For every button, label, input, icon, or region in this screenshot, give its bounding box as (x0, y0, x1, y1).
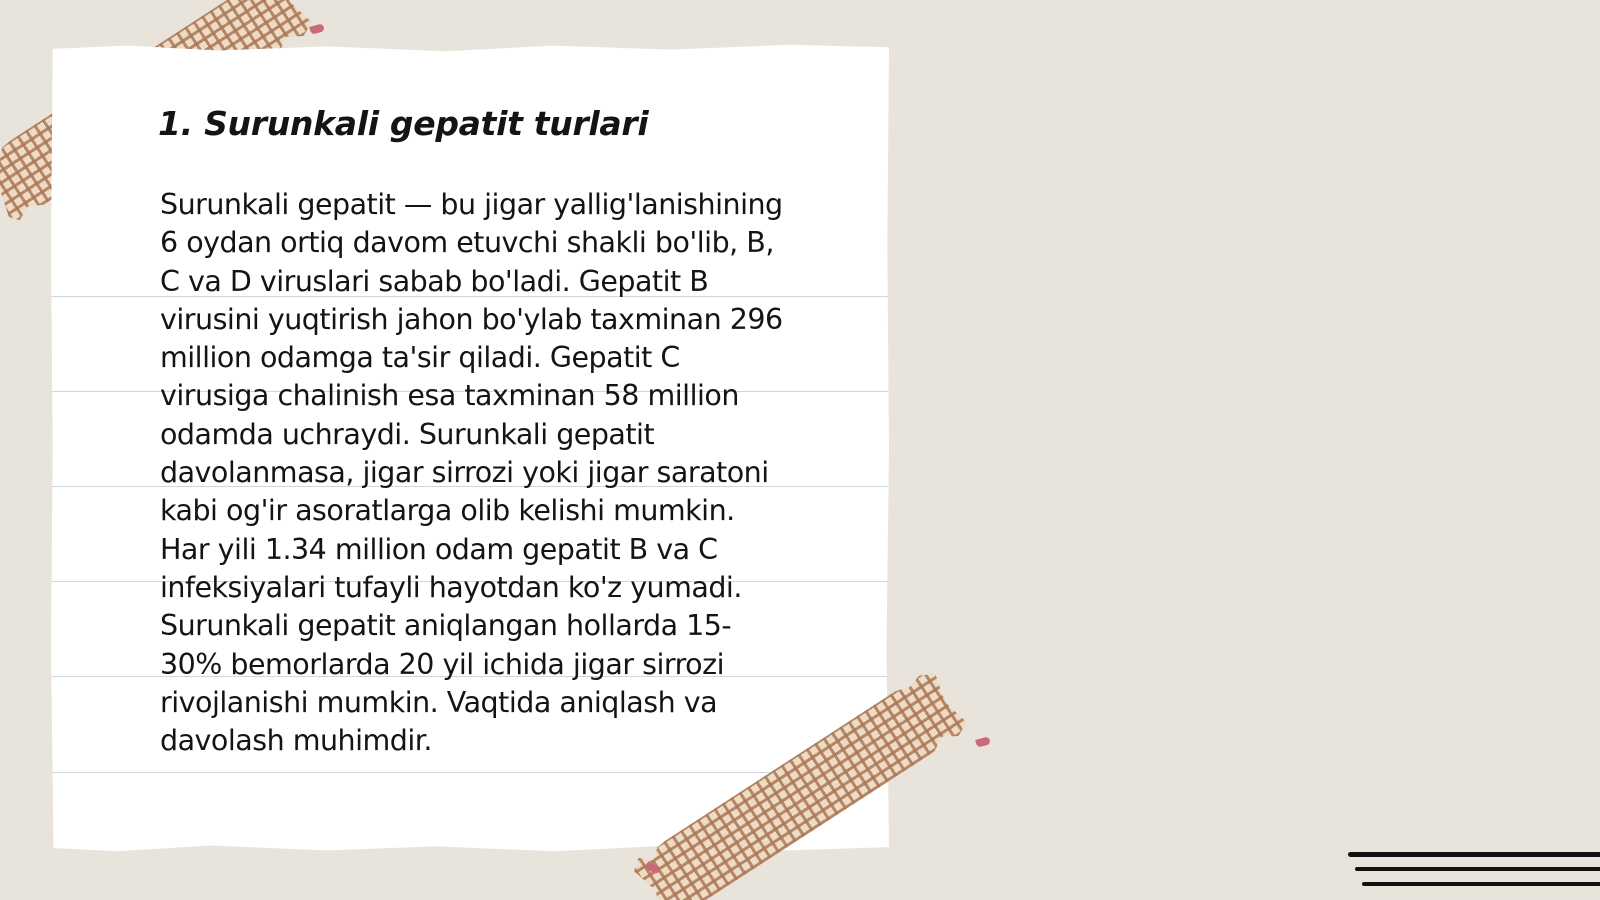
body-line: virusiga chalinish esa taxminan 58 million (160, 379, 739, 413)
body-paragraph (160, 186, 850, 760)
pin-decoration (309, 23, 325, 34)
body-line: odamda uchraydi. Surunkali gepatit (160, 417, 655, 451)
body-line: davolanmasa, jigar sirrozi yoki jigar saratoni (160, 456, 769, 490)
body-line: million odamga ta'sir qiladi. Gepatit C (160, 341, 680, 375)
body-line: Surunkali gepatit aniqlangan hollarda 15- (160, 609, 732, 643)
body-line: rivojlanishi mumkin. Vaqtida aniqlash va (160, 685, 718, 719)
body-line: C va D viruslari sabab bo'ladi. Gepatit B (160, 264, 709, 298)
slide-title: 1. Surunkali gepatit turlari (158, 104, 649, 143)
body-line: 30% bemorlarda 20 yil ichida jigar sirrozi (160, 647, 724, 681)
body-line: kabi og'ir asoratlarga olib kelishi mumkin. (160, 494, 735, 528)
body-line: infeksiyalari tufayli hayotdan ko'z yumadi. (160, 570, 742, 604)
body-line: 6 oydan ortiq davom etuvchi shakli bo'lib, B, (160, 226, 774, 260)
brush-stroke-decoration (1362, 882, 1600, 886)
body-line: virusini yuqtirish jahon bo'ylab taxminan 296 (160, 302, 783, 336)
brush-stroke-decoration (1348, 852, 1600, 857)
body-line: Har yili 1.34 million odam gepatit B va C (160, 532, 718, 566)
body-line: davolash muhimdir. (160, 724, 432, 758)
brush-stroke-decoration (1355, 867, 1600, 871)
body-line: Surunkali gepatit — bu jigar yallig'lanishining (160, 188, 783, 221)
pin-decoration (975, 736, 991, 747)
paper-rule-line (51, 772, 889, 773)
